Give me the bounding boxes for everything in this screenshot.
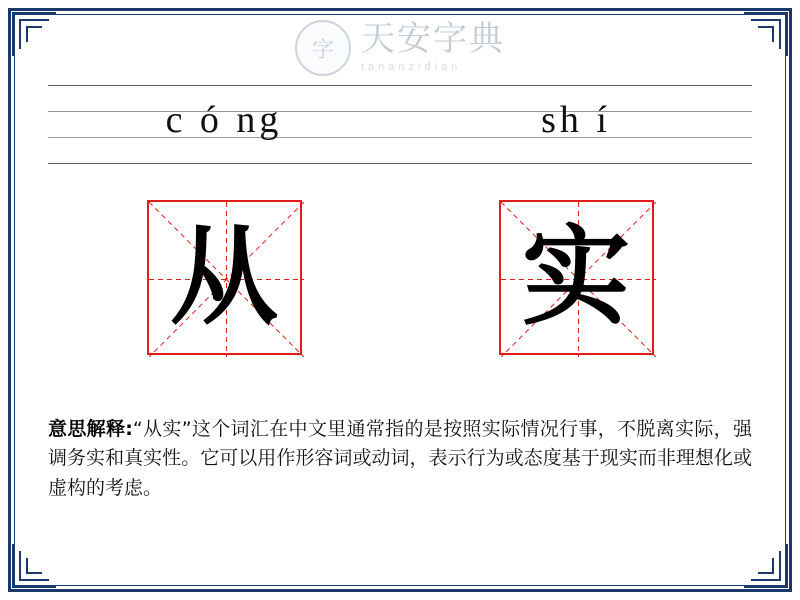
pinyin-staff <box>48 85 752 163</box>
pinyin-syllable: c ó ng <box>165 99 283 141</box>
logo-subtitle: tananzidian <box>361 61 462 73</box>
explanation-block <box>48 415 752 503</box>
corner-ornament-bottom-left <box>12 542 58 588</box>
character-grid-cell <box>499 200 654 355</box>
character-grid-row <box>48 200 752 365</box>
logo-title: 天安字典 <box>361 21 505 58</box>
explanation-text: “从实”这个词汇在中文里通常指的是按照实际情况行事，不脱离实际，强调务实和真实性。它可以用作形容词或动词，表示行为或态度基于现实而非理想化或虚构的考虑。 <box>48 418 752 499</box>
pinyin-row <box>48 85 752 163</box>
character-grid-cell <box>147 200 302 355</box>
corner-ornament-top-left <box>12 12 58 58</box>
corner-ornament-top-right <box>742 12 788 58</box>
character-glyph: 从 <box>169 214 278 340</box>
seal-icon: 字 <box>295 20 351 76</box>
character-glyph: 实 <box>521 214 630 340</box>
pinyin-syllable: sh í <box>541 99 611 141</box>
staff-line-4 <box>48 163 752 164</box>
explanation-label: 意思解释: <box>48 418 133 440</box>
corner-ornament-bottom-right <box>742 542 788 588</box>
